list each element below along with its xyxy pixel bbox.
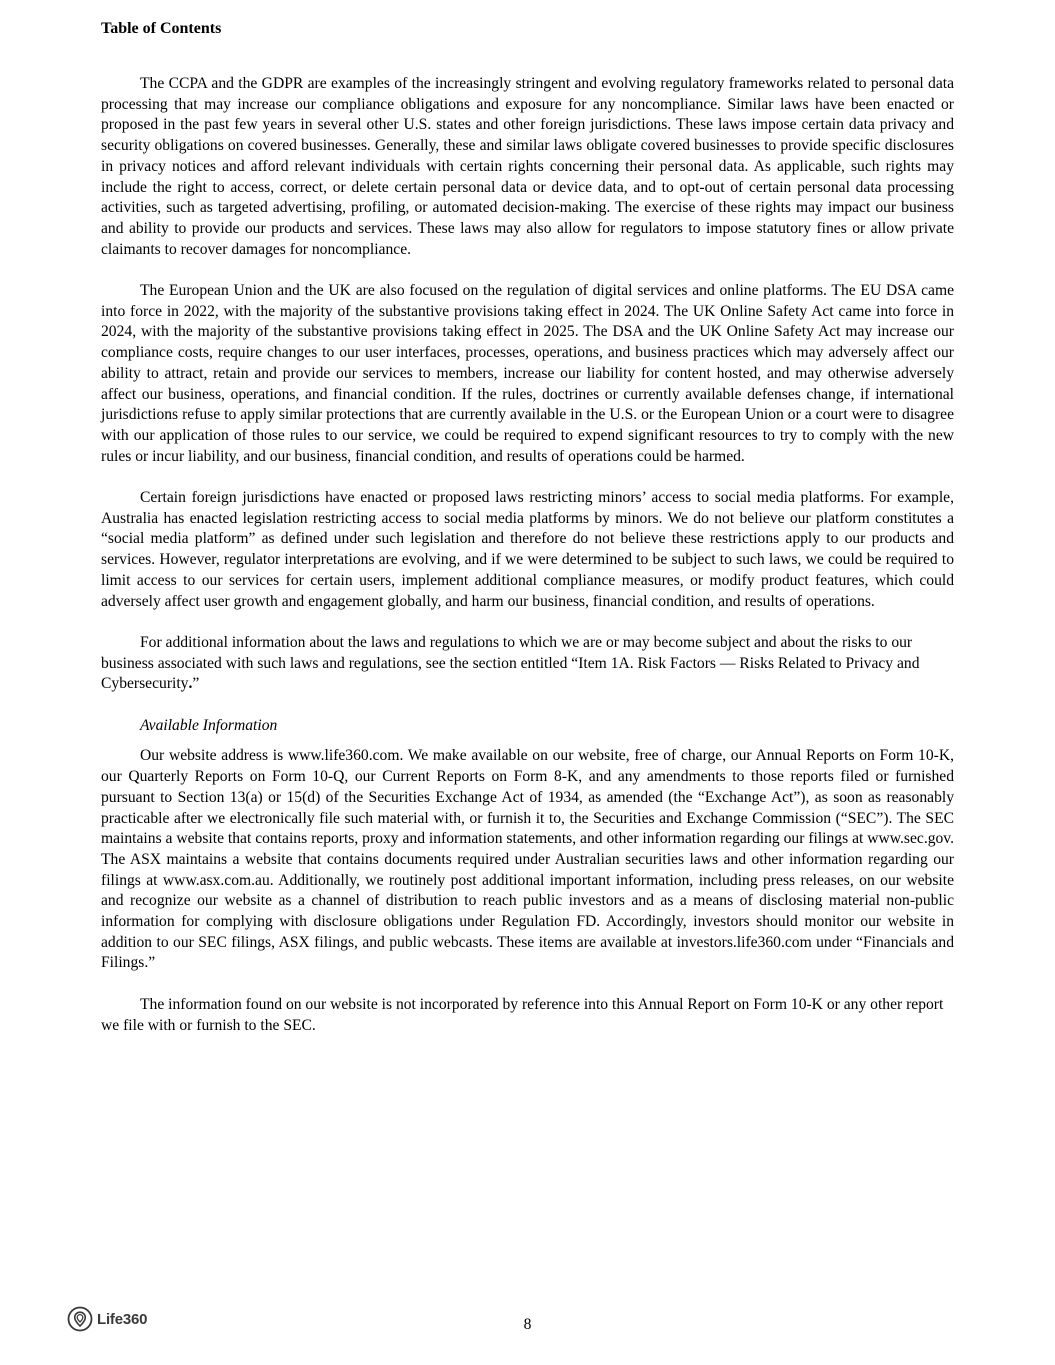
section-heading-available-information: Available Information [140,716,278,734]
document-body [101,74,954,1036]
paragraph-additional-information-text: For additional information about the laws and regulations to which we are or may become subject and about the risks to our business associated with such laws and regulations, see the section entitled “Item 1A. Risk Factors — Risks Related to Privacy and Cybersecurity [101,633,920,693]
paragraph-eu-uk-digital-services: The European Union and the UK are also focused on the regulation of digital services and online platforms. The EU DSA came into force in 2022, with the majority of the substantive provisions taking effect in 2024. The UK Online Safety Act came into force in 2024, with the majority of the substantive provisions taking effect in 2025. The DSA and the UK Online Safety Act may increase our compliance costs, require changes to our user interfaces, processes, operations, and business practices which may adversely affect our ability to attract, retain and provide our services to members, increase our liability for content hosted, and may otherwise adversely affect our business, operations, and financial condition. If the rules, doctrines or currently available defenses change, if international jurisdictions refuse to apply similar protections that are currently available in the U.S. or the European Union or a court were to disagree with our application of those rules to our service, we could be required to expend significant resources to try to comply with the new rules or incur liability, and our business, financial condition, and results of operations could be harmed. [101,282,954,465]
paragraph-website-not-incorporated: The information found on our website is not incorporated by reference into this Annual Report on Form 10-K or any other report we file with or furnish to the SEC. [101,995,944,1034]
life360-logo-text: Life360 [97,1310,148,1328]
paragraph-website-address: Our website address is www.life360.com. We make available on our website, free of charge, our Annual Reports on Form 10-K, our Quarterly Reports on Form 10-Q, our Current Reports on Form 8-K, and any amendments to those reports filed or furnished pursuant to Section 13(a) or 15(d) of the Securities Exchange Act of 1934, as amended (the “Exchange Act”), as soon as reasonably practicable after we electronically file such material with, or furnish it to, the Securities and Exchange Commission (“SEC”). The SEC maintains a website that contains reports, proxy and information statements, and other information regarding our filings at www.sec.gov. The ASX maintains a website that contains documents required under Australian securities laws and other information regarding our filings at www.asx.com.au. Additionally, we routinely post additional important information, including press releases, on our website and recognize our website as a channel of distribution to reach public investors and as a means of disclosing material non-public information for complying with disclosure obligations under Regulation FD. Accordingly, investors should monitor our website in addition to our SEC filings, ASX filings, and public webcasts. These items are available at investors.life360.com under “Financials and Filings.” [101,747,954,972]
closing-quote: ” [192,675,200,693]
paragraph-minors-social-media: Certain foreign jurisdictions have enacted or proposed laws restricting minors’ access to social media platforms. For example, Australia has enacted legislation restricting access to social media platforms by minors. We do not believe our platform constitutes a “social media platform” as defined under such legislation and therefore do not believe these restrictions apply to our products and services. However, regulator interpretations are evolving, and if we were determined to be subject to such laws, we could be required to limit access to our services for certain users, implement additional compliance measures, or modify product features, which could adversely affect user growth and engagement globally, and harm our business, financial condition, and results of operations. [101,489,954,610]
bold-period: . [188,675,193,693]
page-number: 8 [523,1316,532,1333]
paragraph-ccpa-gdpr: The CCPA and the GDPR are examples of the increasingly stringent and evolving regulatory frameworks related to personal data processing that may increase our compliance obligations and exposure for any noncompliance. Similar laws have been enacted or proposed in the past few years in several other U.S. states and other foreign jurisdictions. These laws impose certain data privacy and security obligations on covered businesses. Generally, these and similar laws obligate covered businesses to provide specific disclosures in privacy notices and afford relevant individuals with certain rights concerning their personal data. As applicable, such rights may include the right to access, correct, or delete certain personal data or device data, and to opt-out of certain personal data processing activities, such as targeted advertising, profiling, or automated decision-making. The exercise of these rights may impact our business and ability to provide our products and services. These laws may also allow for regulators to impose statutory fines or allow private claimants to recover damages for noncompliance. [101,75,954,258]
table-of-contents-link[interactable]: Table of Contents [101,20,222,37]
paragraph-additional-information [101,633,954,695]
